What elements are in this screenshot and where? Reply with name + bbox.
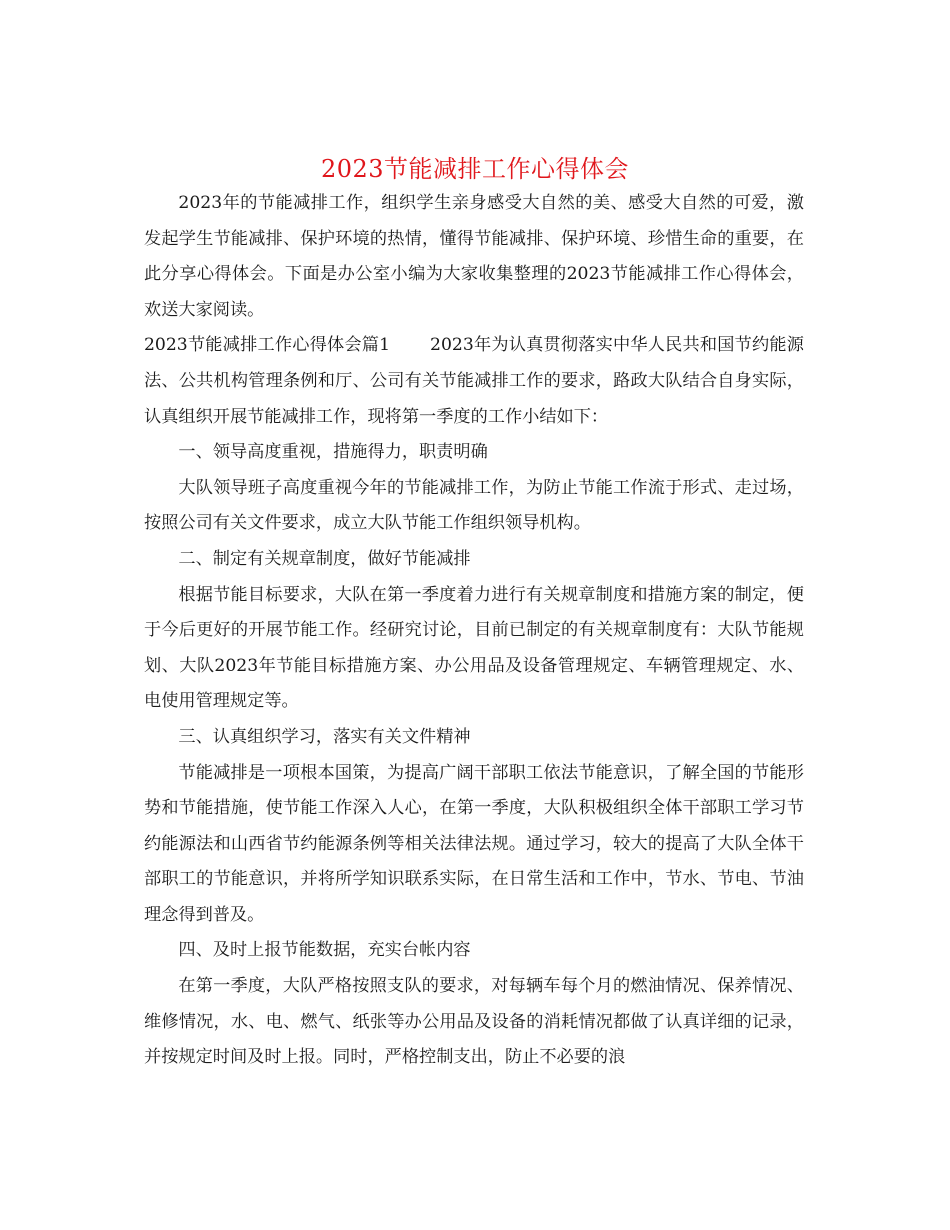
paragraph-2: 根据节能目标要求，大队在第一季度着力进行有关规章制度和措施方案的制定，便于今后更好的开展节能工作。经研究讨论，目前已制定的有关规章制度有：大队节能规划、大队2023年节能目标措施方案、办公用品及设备管理规定、车辆管理规定、水、电使用管理规定等。 <box>144 584 804 712</box>
section-label: 2023节能减排工作心得体会篇1 <box>144 335 391 356</box>
heading-4: 四、及时上报节能数据，充实台帐内容 <box>178 940 471 961</box>
paragraph-3: 节能减排是一项根本国策，为提高广阔干部职工依法节能意识，了解全国的节能形势和节能措施，使节能工作深入人心，在第一季度，大队积极组织全体干部职工学习节约能源法和山西省节约能源条例等相关法律法规。通过学习，较大的提高了大队全体干部职工的节能意识，并将所学知识联系实际，在日常生活和工作中，节水、节电、节油理念得到普及。 <box>144 762 804 925</box>
section-paragraph <box>144 328 804 435</box>
document-body <box>144 186 804 1076</box>
heading-1: 一、领导高度重视，措施得力，职责明确 <box>178 442 488 463</box>
heading-3: 三、认真组织学习，落实有关文件精神 <box>178 726 471 747</box>
document-title: 2023节能减排工作心得体会 <box>320 155 630 184</box>
paragraph-1: 大队领导班子高度重视今年的节能减排工作，为防止节能工作流于形式、走过场，按照公司有关文件要求，成立大队节能工作组织领导机构。 <box>144 477 804 534</box>
paragraph-4: 在第一季度，大队严格按照支队的要求，对每辆车每个月的燃油情况、保养情况、维修情况，水、电、燃气、纸张等办公用品及设备的消耗情况都做了认真详细的记录，并按规定时间及时上报。同时，严格控制支出，防止不必要的浪 <box>144 976 804 1068</box>
heading-2: 二、制定有关规章制度，做好节能减排 <box>178 548 471 569</box>
section-intro: 2023年为认真贯彻落实中华人民共和国节约能源法、公共机构管理条例和厅、公司有关节能减排工作的要求，路政大队结合自身实际，认真组织开展节能减排工作，现将第一季度的工作小结如下： <box>144 335 804 427</box>
intro-paragraph: 2023年的节能减排工作，组织学生亲身感受大自然的美、感受大自然的可爱，激发起学生节能减排、保护环境的热情，懂得节能减排、保护环境、珍惜生命的重要，在此分享心得体会。下面是办公室小编为大家收集整理的2023节能减排工作心得体会，欢送大家阅读。 <box>144 193 804 320</box>
